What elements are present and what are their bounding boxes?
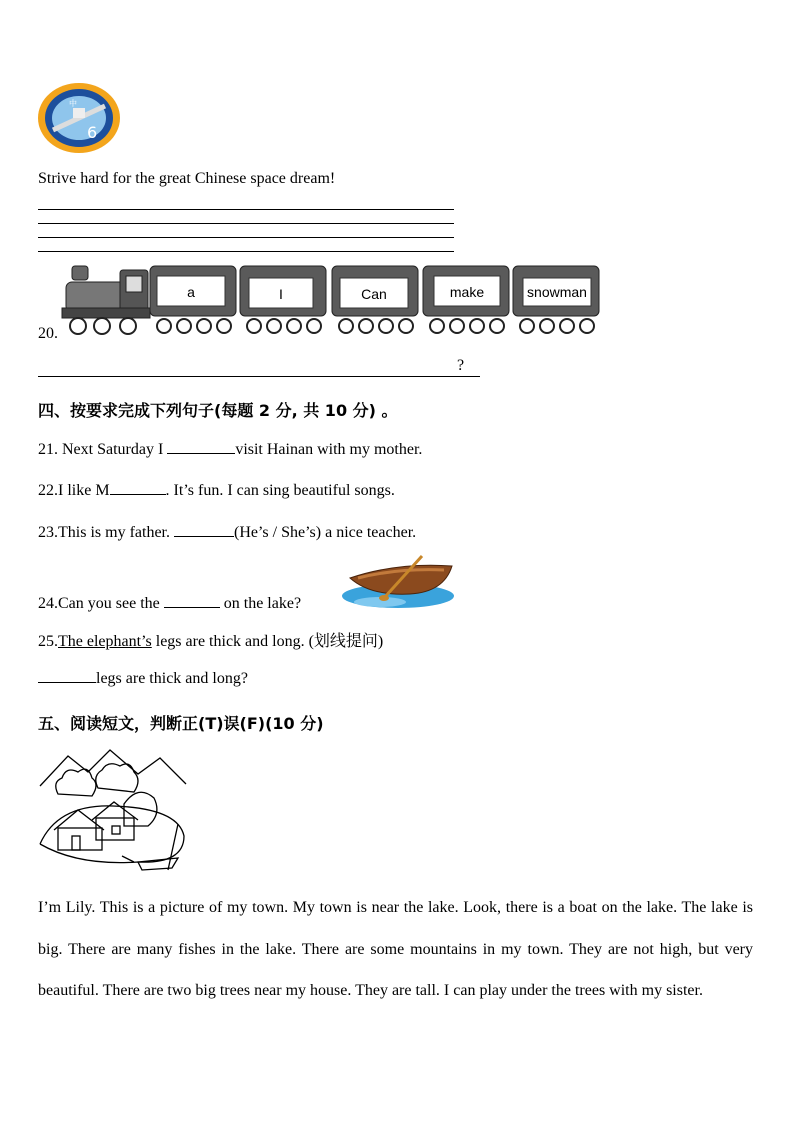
question-21 bbox=[38, 441, 422, 459]
question-22 bbox=[38, 482, 395, 500]
boat-icon bbox=[340, 552, 458, 612]
word-card-a: a bbox=[187, 284, 195, 300]
underlined-phrase: The elephant’s bbox=[58, 633, 152, 650]
word-card-i: I bbox=[279, 286, 283, 302]
question-20-number: 20. bbox=[38, 325, 58, 342]
question-24 bbox=[38, 595, 301, 613]
answer-line-20 bbox=[38, 376, 480, 377]
answer-blank[interactable] bbox=[110, 494, 166, 495]
writing-line bbox=[38, 237, 454, 238]
question-23 bbox=[38, 524, 416, 542]
question-25 bbox=[38, 628, 383, 651]
slogan-text: Strive hard for the great Chinese space dream! bbox=[38, 170, 336, 187]
word-card-can: Can bbox=[361, 286, 387, 302]
question-22-suffix: . It’s fun. I can sing beautiful songs. bbox=[165, 482, 395, 499]
writing-line bbox=[38, 223, 454, 224]
question-25b-suffix: legs are thick and long? bbox=[96, 670, 248, 687]
word-card-make: make bbox=[449, 284, 485, 300]
svg-text:中: 中 bbox=[69, 99, 77, 108]
question-21-suffix: visit Hainan with my mother. bbox=[235, 441, 423, 458]
question-21-number: 21 bbox=[38, 441, 54, 458]
question-25-prefix: 25. bbox=[38, 633, 58, 650]
question-mark: ? bbox=[457, 357, 465, 374]
section-5-title: 五、阅读短文，判断正(T)误(F)(10 分) bbox=[38, 714, 324, 733]
question-23-prefix: 23.This is my father. bbox=[38, 524, 174, 541]
section-4-title: 四、按要求完成下列句子(每题 2 分, 共 10 分) 。 bbox=[38, 401, 398, 420]
question-24-suffix: on the lake? bbox=[219, 595, 302, 612]
question-24-prefix: 24.Can you see the bbox=[38, 595, 164, 612]
writing-line bbox=[38, 209, 454, 210]
writing-line bbox=[38, 251, 454, 252]
svg-text:6: 6 bbox=[87, 123, 98, 142]
question-22-prefix: 22.I like M bbox=[38, 482, 110, 499]
question-23-suffix: (He’s / She’s) a nice teacher. bbox=[233, 524, 417, 541]
answer-blank[interactable] bbox=[38, 682, 96, 683]
question-21-prefix: . Next Saturday I bbox=[54, 441, 168, 458]
answer-blank[interactable] bbox=[174, 536, 234, 537]
train-icon bbox=[60, 262, 605, 338]
word-card-snowman: snowman bbox=[527, 284, 587, 300]
answer-blank[interactable] bbox=[164, 607, 220, 608]
question-25-suffix: legs are thick and long. (划线提问) bbox=[151, 633, 384, 650]
answer-blank[interactable] bbox=[167, 453, 235, 454]
question-25-answer bbox=[38, 670, 248, 688]
town-sketch-icon bbox=[38, 744, 188, 880]
reading-passage: I’m Lily. This is a picture of my town. My town is near the lake. Look, there is a boat on the lake. The lake is big. There are many fishes in the lake. There are some mountains in my town. They are not high, but very beautiful. There are two big trees near my house. They are tall. I can play under the trees with my sister. bbox=[38, 899, 753, 999]
space-mission-logo-icon bbox=[37, 82, 121, 154]
